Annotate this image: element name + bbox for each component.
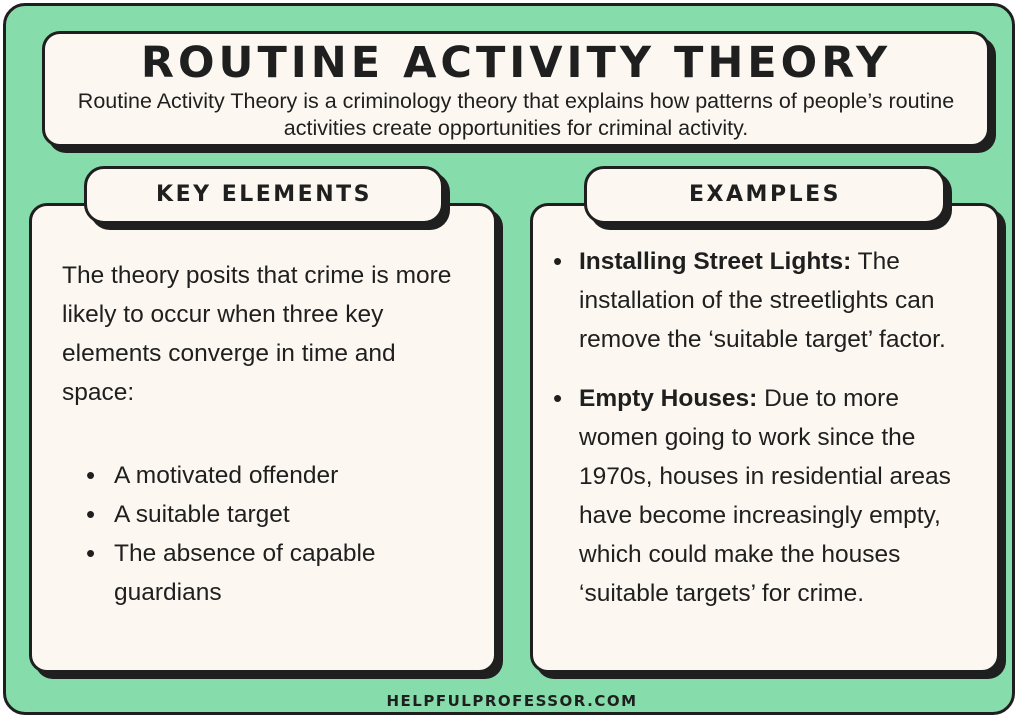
list-item-text: The absence of capable guardians [114,540,376,606]
examples-heading: EXAMPLES [584,166,946,224]
example-text: The installation of the streetlights can remove the ‘suitable target’ factor. [579,248,946,353]
bullet-icon: • [86,499,96,529]
list-item [62,456,482,495]
bullet-icon: • [553,383,563,413]
bullet-icon: • [86,460,96,490]
infographic-frame [3,3,1015,715]
page-title: ROUTINE ACTIVITY THEORY [140,38,892,88]
list-item-text: A motivated offender [114,462,339,489]
list-item [62,495,482,534]
example-term: Empty Houses: [579,385,758,412]
key-elements-list [62,456,482,612]
bullet-icon: • [553,246,563,276]
key-elements-intro: The theory posits that crime is more likely to occur when three key elements converge in time and space: [62,262,452,406]
example-item [551,242,981,359]
list-item [62,534,482,612]
theory-description: Routine Activity Theory is a criminology theory that explains how patterns of people’s routine activities create opportunities for criminal activity. [77,89,955,140]
example-item [551,379,981,613]
example-term: Installing Street Lights: [579,248,852,275]
bullet-icon: • [86,538,96,568]
header-card [42,31,990,147]
examples-list [551,242,981,633]
list-item-text: A suitable target [114,501,290,528]
example-text: Due to more women going to work since the 1970s, houses in residential areas have become increasingly empty, which could make the houses ‘suitable targets’ for crime. [579,385,951,607]
site-footer: HELPFULPROFESSOR.COM [386,692,638,710]
key-elements-heading: KEY ELEMENTS [84,166,444,224]
key-elements-panel [29,203,497,673]
examples-panel [530,203,1000,673]
